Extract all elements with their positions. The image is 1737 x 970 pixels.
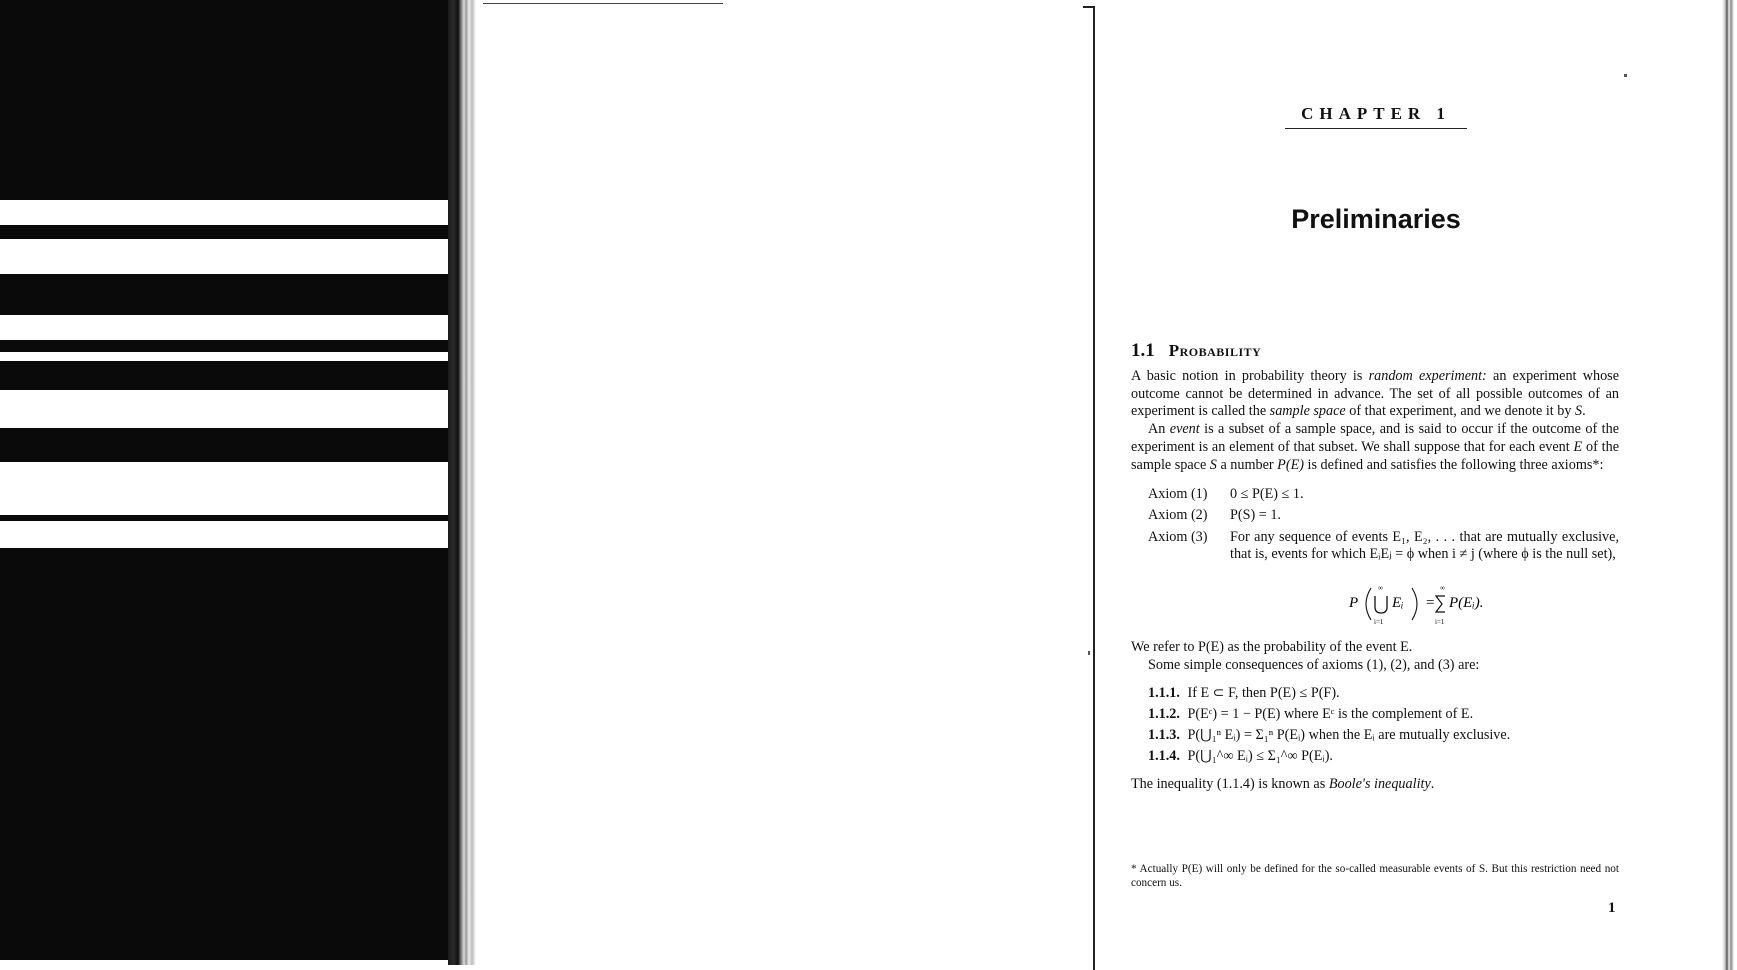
text-run: . <box>1582 403 1586 420</box>
formula-paren-right <box>1412 588 1417 620</box>
footnote: * Actually P(E) will only be defined for the so-called measurable events of S. But this restriction need not concern us. <box>1131 863 1619 890</box>
formula-equals: = <box>1426 594 1435 611</box>
scan-streak <box>0 390 448 428</box>
paragraph-3: We refer to P(E) as the probability of the event E. <box>1131 639 1413 656</box>
consequence-list <box>1148 685 1619 766</box>
formula-union-sup: ∞ <box>1378 583 1383 592</box>
scan-streak <box>0 239 448 274</box>
formula-sum-sup: ∞ <box>1440 583 1445 592</box>
consequence-item <box>1148 727 1619 745</box>
formula-sum-symbol <box>1436 596 1445 612</box>
text-run: of the sample space <box>1131 438 1619 473</box>
scan-speck <box>1624 74 1627 77</box>
consequence-number: 1.1.2. <box>1148 705 1180 722</box>
emphasis: sample space <box>1269 403 1346 420</box>
scan-streak <box>0 462 448 515</box>
book-binding <box>448 0 483 965</box>
formula-union-symbol <box>1375 596 1387 613</box>
formula-paren-left <box>1366 588 1371 620</box>
consequence-text: P(Eᶜ) = 1 − P(E) where Eᶜ is the complement of E. <box>1187 705 1474 722</box>
text-run: The inequality (1.1.4) is known as <box>1131 775 1329 792</box>
axiom-label: Axiom (3) <box>1148 528 1208 545</box>
consequence-item <box>1148 748 1619 766</box>
axiom-list <box>1148 486 1619 564</box>
scan-streak <box>0 200 448 225</box>
section-number: 1.1 <box>1131 340 1155 361</box>
body-text <box>1131 368 1619 794</box>
text-run: is defined and satisfies the following three axioms*: <box>1303 456 1604 473</box>
formula-term: Eᵢ <box>1392 594 1404 611</box>
text-run: a number <box>1216 456 1278 473</box>
formula-rhs: P(Eᵢ). <box>1449 594 1484 611</box>
text-run: . <box>1430 775 1435 792</box>
text-run: A basic notion in probability theory is <box>1131 368 1369 384</box>
emphasis: S <box>1209 456 1217 473</box>
countable-additivity-formula <box>1131 576 1619 628</box>
emphasis: Boole's inequality <box>1328 775 1431 792</box>
page-number: 1 <box>1608 900 1616 916</box>
paragraph-2 <box>1131 421 1619 474</box>
emphasis: S <box>1575 403 1583 420</box>
paragraph-boole <box>1131 776 1619 794</box>
paragraph-1 <box>1131 368 1619 421</box>
axiom-text: P(S) = 1. <box>1230 507 1281 524</box>
consequence-number: 1.1.3. <box>1148 727 1180 744</box>
consequence-item <box>1148 706 1619 724</box>
axiom-item <box>1148 507 1619 525</box>
scan-streak <box>0 521 448 548</box>
section-title: Probability <box>1168 341 1262 360</box>
page-edge-line <box>483 3 723 4</box>
text-run: an experiment whose outcome cannot be determined in advance. The set of all possible outcomes of an experiment is called the <box>1131 368 1619 420</box>
formula-union-sub: i=1 <box>1374 617 1384 626</box>
consequence-text: P(⋃₁ⁿ Eᵢ) = Σ₁ⁿ P(Eᵢ) when the Eᵢ are mutually exclusive. <box>1187 727 1511 744</box>
emphasis: E <box>1573 438 1583 455</box>
axiom-text: For any sequence of events E₁, E₂, . . . that are mutually exclusive, that is, events for which EᵢEⱼ = ϕ when i ≠ j (where ϕ is the null set), <box>1230 528 1619 563</box>
emphasis: P(E) <box>1277 456 1304 473</box>
consequence-number: 1.1.1. <box>1148 684 1180 701</box>
consequence-text: P(⋃₁^∞ Eᵢ) ≤ Σ₁^∞ P(Eᵢ). <box>1187 748 1333 765</box>
axiom-item <box>1148 486 1619 504</box>
left-page-scan <box>0 0 455 960</box>
right-page-edge <box>1722 0 1737 970</box>
scan-speck <box>1088 651 1090 655</box>
consequence-text: If E ⊂ F, then P(E) ≤ P(F). <box>1187 684 1340 701</box>
consequence-item <box>1148 685 1619 703</box>
emphasis: random experiment: <box>1368 368 1487 384</box>
axiom-text: 0 ≤ P(E) ≤ 1. <box>1230 486 1304 503</box>
axiom-label: Axiom (2) <box>1148 507 1208 524</box>
formula-lhs: P <box>1349 594 1359 611</box>
chapter-title: Preliminaries <box>1291 204 1461 234</box>
scan-streak <box>0 352 448 361</box>
paragraph-4: Some simple consequences of axioms (1), (2), and (3) are: <box>1148 656 1480 673</box>
axiom-label: Axiom (1) <box>1148 486 1208 503</box>
page-edge-line <box>1093 6 1095 970</box>
formula-sum-sub: i=1 <box>1435 617 1445 626</box>
chapter-label: CHAPTER 1 <box>1285 104 1467 129</box>
emphasis: event <box>1169 421 1200 438</box>
scan-streak <box>0 315 448 340</box>
axiom-item <box>1148 529 1619 564</box>
text-run: is a subset of a sample space, and is said to occur if the outcome of the experiment is an element of that subset. We shall suppose that for each event <box>1131 421 1619 455</box>
text-run: of that experiment, and we denote it by <box>1345 403 1576 420</box>
section-heading <box>1131 340 1261 362</box>
text-run: An <box>1148 421 1170 438</box>
consequence-number: 1.1.4. <box>1148 748 1180 765</box>
